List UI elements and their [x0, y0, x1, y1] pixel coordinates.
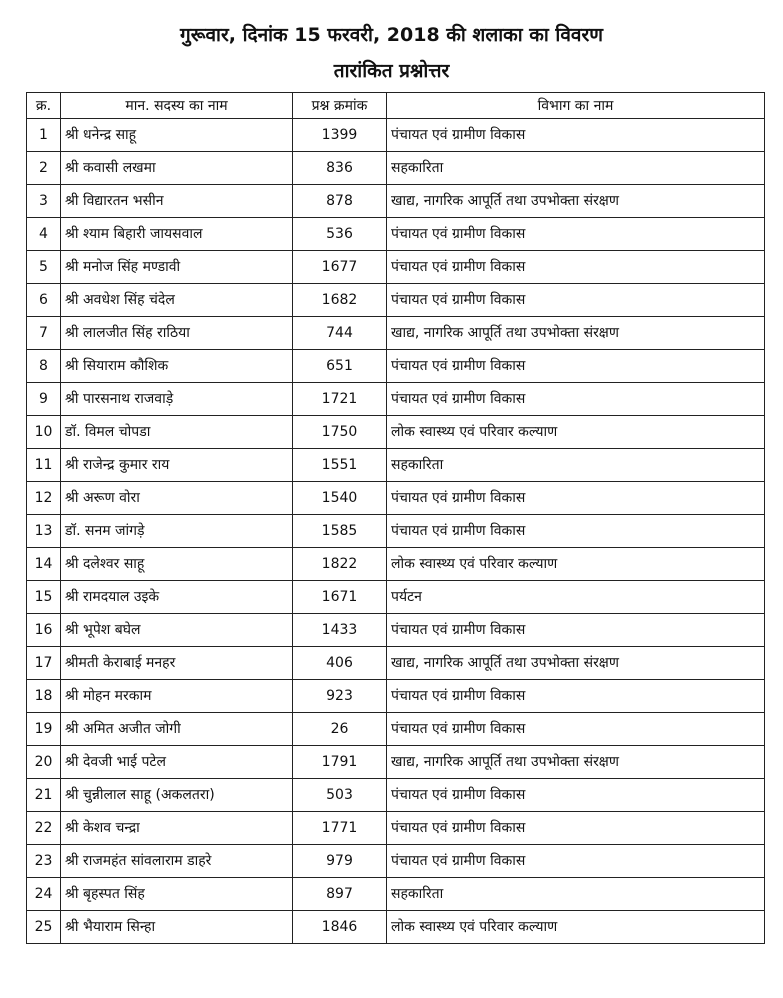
- table-row: [27, 515, 765, 548]
- cell-department: पंचायत एवं ग्रामीण विकास: [387, 284, 765, 317]
- cell-department: खाद्य, नागरिक आपूर्ति तथा उपभोक्ता संरक्षण: [387, 647, 765, 680]
- table-body: [27, 119, 765, 944]
- cell-department: पंचायत एवं ग्रामीण विकास: [387, 119, 765, 152]
- cell-member-name: श्री विद्यारतन भसीन: [61, 185, 293, 218]
- cell-question-number: 923: [293, 680, 387, 713]
- cell-question-number: 878: [293, 185, 387, 218]
- cell-department: खाद्य, नागरिक आपूर्ति तथा उपभोक्ता संरक्षण: [387, 185, 765, 218]
- cell-department: पंचायत एवं ग्रामीण विकास: [387, 218, 765, 251]
- table-row: [27, 284, 765, 317]
- cell-serial: 2: [27, 152, 61, 185]
- cell-member-name: श्री अवधेश सिंह चंदेल: [61, 284, 293, 317]
- table-row: [27, 680, 765, 713]
- table-row: [27, 449, 765, 482]
- cell-department: लोक स्वास्थ्य एवं परिवार कल्याण: [387, 548, 765, 581]
- cell-question-number: 1721: [293, 383, 387, 416]
- cell-question-number: 503: [293, 779, 387, 812]
- cell-serial: 15: [27, 581, 61, 614]
- cell-member-name: श्री पारसनाथ राजवाड़े: [61, 383, 293, 416]
- cell-serial: 9: [27, 383, 61, 416]
- cell-member-name: श्री चुन्नीलाल साहू (अकलतरा): [61, 779, 293, 812]
- table-header-row: [27, 93, 765, 119]
- cell-question-number: 1551: [293, 449, 387, 482]
- cell-member-name: श्री भूपेश बघेल: [61, 614, 293, 647]
- cell-serial: 20: [27, 746, 61, 779]
- table-row: [27, 878, 765, 911]
- cell-serial: 13: [27, 515, 61, 548]
- cell-department: पंचायत एवं ग्रामीण विकास: [387, 383, 765, 416]
- cell-department: खाद्य, नागरिक आपूर्ति तथा उपभोक्ता संरक्षण: [387, 746, 765, 779]
- cell-member-name: श्री मनोज सिंह मण्डावी: [61, 251, 293, 284]
- column-header-department: विभाग का नाम: [387, 93, 765, 119]
- table-row: [27, 350, 765, 383]
- cell-serial: 8: [27, 350, 61, 383]
- cell-member-name: श्री रामदयाल उइके: [61, 581, 293, 614]
- cell-member-name: श्री मोहन मरकाम: [61, 680, 293, 713]
- cell-question-number: 1846: [293, 911, 387, 944]
- cell-member-name: श्री श्याम बिहारी जायसवाल: [61, 218, 293, 251]
- cell-serial: 19: [27, 713, 61, 746]
- cell-serial: 21: [27, 779, 61, 812]
- table-row: [27, 845, 765, 878]
- cell-question-number: 744: [293, 317, 387, 350]
- cell-department: पंचायत एवं ग्रामीण विकास: [387, 515, 765, 548]
- cell-question-number: 1671: [293, 581, 387, 614]
- table-row: [27, 614, 765, 647]
- cell-question-number: 836: [293, 152, 387, 185]
- cell-member-name: श्री अमित अजीत जोगी: [61, 713, 293, 746]
- cell-serial: 3: [27, 185, 61, 218]
- cell-serial: 14: [27, 548, 61, 581]
- table-row: [27, 911, 765, 944]
- cell-department: पंचायत एवं ग्रामीण विकास: [387, 680, 765, 713]
- cell-question-number: 536: [293, 218, 387, 251]
- cell-member-name: श्री देवजी भाई पटेल: [61, 746, 293, 779]
- cell-question-number: 406: [293, 647, 387, 680]
- cell-serial: 10: [27, 416, 61, 449]
- table-row: [27, 251, 765, 284]
- table-row: [27, 779, 765, 812]
- table-row: [27, 317, 765, 350]
- cell-serial: 12: [27, 482, 61, 515]
- cell-department: खाद्य, नागरिक आपूर्ति तथा उपभोक्ता संरक्षण: [387, 317, 765, 350]
- table-row: [27, 713, 765, 746]
- cell-question-number: 26: [293, 713, 387, 746]
- cell-member-name: श्री केशव चन्द्रा: [61, 812, 293, 845]
- cell-member-name: श्री राजेन्द्र कुमार राय: [61, 449, 293, 482]
- table-row: [27, 383, 765, 416]
- cell-department: पंचायत एवं ग्रामीण विकास: [387, 779, 765, 812]
- cell-question-number: 1771: [293, 812, 387, 845]
- column-header-member-name: मान. सदस्य का नाम: [61, 93, 293, 119]
- cell-serial: 7: [27, 317, 61, 350]
- table-row: [27, 647, 765, 680]
- table-row: [27, 746, 765, 779]
- table-row: [27, 548, 765, 581]
- cell-member-name: श्री अरूण वोरा: [61, 482, 293, 515]
- cell-question-number: 1399: [293, 119, 387, 152]
- cell-serial: 5: [27, 251, 61, 284]
- cell-question-number: 1822: [293, 548, 387, 581]
- cell-question-number: 1750: [293, 416, 387, 449]
- table-row: [27, 482, 765, 515]
- table-row: [27, 218, 765, 251]
- cell-question-number: 897: [293, 878, 387, 911]
- cell-question-number: 979: [293, 845, 387, 878]
- table-row: [27, 119, 765, 152]
- cell-serial: 4: [27, 218, 61, 251]
- cell-department: पंचायत एवं ग्रामीण विकास: [387, 614, 765, 647]
- page-subtitle: तारांकित प्रश्नोत्तर: [333, 60, 450, 82]
- cell-question-number: 1791: [293, 746, 387, 779]
- cell-department: पंचायत एवं ग्रामीण विकास: [387, 713, 765, 746]
- cell-department: पर्यटन: [387, 581, 765, 614]
- page-title: गुरूवार, दिनांक 15 फरवरी, 2018 की शलाका का विवरण: [180, 24, 603, 46]
- column-header-question-number: प्रश्न क्रमांक: [293, 93, 387, 119]
- cell-question-number: 1585: [293, 515, 387, 548]
- cell-question-number: 1677: [293, 251, 387, 284]
- cell-member-name: डॉ. विमल चोपडा: [61, 416, 293, 449]
- column-header-serial: क्र.: [27, 93, 61, 119]
- cell-member-name: श्री बृहस्पत सिंह: [61, 878, 293, 911]
- cell-serial: 16: [27, 614, 61, 647]
- cell-department: पंचायत एवं ग्रामीण विकास: [387, 812, 765, 845]
- cell-member-name: श्रीमती केराबाई मनहर: [61, 647, 293, 680]
- cell-department: पंचायत एवं ग्रामीण विकास: [387, 350, 765, 383]
- cell-serial: 24: [27, 878, 61, 911]
- cell-serial: 6: [27, 284, 61, 317]
- cell-member-name: श्री भैयाराम सिन्हा: [61, 911, 293, 944]
- cell-serial: 22: [27, 812, 61, 845]
- cell-member-name: श्री दलेश्वर साहू: [61, 548, 293, 581]
- cell-department: पंचायत एवं ग्रामीण विकास: [387, 482, 765, 515]
- cell-department: पंचायत एवं ग्रामीण विकास: [387, 251, 765, 284]
- cell-department: लोक स्वास्थ्य एवं परिवार कल्याण: [387, 416, 765, 449]
- table-row: [27, 581, 765, 614]
- cell-question-number: 1433: [293, 614, 387, 647]
- table-row: [27, 812, 765, 845]
- cell-member-name: श्री लालजीत सिंह राठिया: [61, 317, 293, 350]
- cell-question-number: 1682: [293, 284, 387, 317]
- cell-serial: 25: [27, 911, 61, 944]
- cell-serial: 17: [27, 647, 61, 680]
- cell-member-name: श्री राजमहंत सांवलाराम डाहरे: [61, 845, 293, 878]
- cell-department: सहकारिता: [387, 152, 765, 185]
- table-row: [27, 152, 765, 185]
- cell-question-number: 651: [293, 350, 387, 383]
- cell-member-name: श्री धनेन्द्र साहू: [61, 119, 293, 152]
- cell-department: सहकारिता: [387, 878, 765, 911]
- cell-member-name: श्री कवासी लखमा: [61, 152, 293, 185]
- cell-department: सहकारिता: [387, 449, 765, 482]
- table-row: [27, 416, 765, 449]
- cell-member-name: डॉ. सनम जांगड़े: [61, 515, 293, 548]
- cell-serial: 1: [27, 119, 61, 152]
- cell-serial: 11: [27, 449, 61, 482]
- cell-serial: 18: [27, 680, 61, 713]
- cell-question-number: 1540: [293, 482, 387, 515]
- cell-department: पंचायत एवं ग्रामीण विकास: [387, 845, 765, 878]
- table-row: [27, 185, 765, 218]
- cell-serial: 23: [27, 845, 61, 878]
- questions-table: [26, 92, 765, 944]
- cell-department: लोक स्वास्थ्य एवं परिवार कल्याण: [387, 911, 765, 944]
- cell-member-name: श्री सियाराम कौशिक: [61, 350, 293, 383]
